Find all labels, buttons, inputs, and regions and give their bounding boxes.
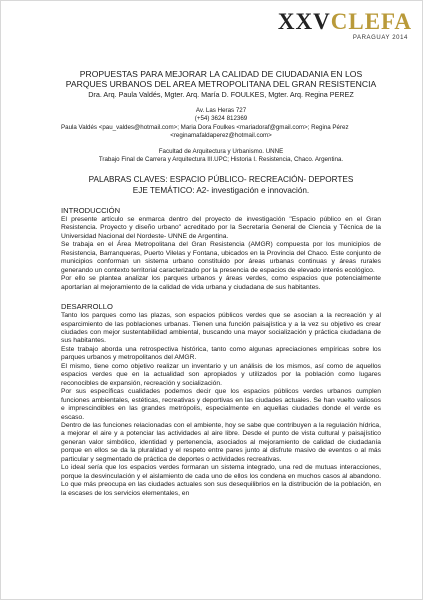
author-emails: Paula Valdés <pau_valdes@hotmail.com>; Maria Dora Foulkes <mariadoraf@gmail.com>; Regina Pérez <reginamafaldaperez@hotmail.com> bbox=[61, 124, 349, 139]
logo-wordmark: XXVCLEFA bbox=[277, 9, 412, 34]
paper-content bbox=[61, 69, 381, 498]
intro-heading: INTRODUCCIÓN bbox=[61, 206, 121, 215]
development-paragraph: Lo ideal sería que los espacios verdes formaran un sistema integrado, una red de mutuas interacciones, porque la desvinculación y el aislamiento de cada uno de ellos los condena en muchos casos al abandono. Lo que más preocupa en las ciudades actuales son sus desequilibrios en la distribución de la población, en la escases de los servicios elementales, en bbox=[61, 464, 381, 497]
paper-title: PROPUESTAS PARA MEJORAR LA CALIDAD DE CIUDADANIA EN LOS PARQUES URBANOS DEL AREA METROPOLITANA DEL GRAN RESISTENCIA bbox=[65, 69, 377, 89]
logo-subtitle: PARAGUAY 2014 bbox=[352, 35, 408, 41]
intro-paragraph: Se trabaja en el Área Metropolitana del Gran Resistencia (AMGR) compuesta por los municipios de Resistencia, Barranqueras, Puerto Vilelas y Fontana, ubicados en la Provincia del Chaco. Este conjunto de municipios conforman un sistema urbano constituido por áreas urbanas continuas y áreas rurales generando un contexto territorial caracterizado por la presencia de espacios de elevado interés ecológico. bbox=[61, 241, 381, 274]
author-address: Av. Las Heras 727 (+54) 3624 812369 bbox=[194, 107, 248, 122]
development-paragraph: Tanto los parques como las plazas, son espacios públicos verdes que se asocian a la recreación y al esparcimiento de las poblaciones urbanas. Tienen una función paisajística y a la vez su objetivo es crear ciudades con mejor sustentabilidad ambiental, buscando una mayor socialización y práctica ciudadana de sus habitantes. bbox=[61, 312, 381, 345]
development-paragraph: Dentro de las funciones relacionadas con el ambiente, hoy se sabe que contribuyen a la regulación hídrica, a mejorar el aire y a potenciar las actividades al aire libre. Desde el punto de vista cultural y paisajístico generan valor simbólico, identidad y pertenencia, asociados al mejoramiento de calidad de ciudadanía porque en ellos se da la pluralidad y el respeto entre pares junto al disfrute masivo de eventos o al más particular y segmentado de práctica de deportes o actividades recreativas. bbox=[61, 421, 381, 463]
development-paragraph: El mismo, tiene como objetivo realizar un inventario y un análisis de los mismos, así como de aquellos espacios verdes que en la actualidad son apropiados y utilizados por la población como lugares reconocibles de expansión, recreación y socialización. bbox=[61, 362, 381, 387]
development-heading: DESARROLLO bbox=[61, 302, 113, 312]
paper-authors: Dra. Arq. Paula Valdés, Mgter. Arq. María D. FOULKES, Mgter. Arq. Regina PEREZ bbox=[88, 90, 354, 99]
development-paragraph: Este trabajo aborda una retrospectiva histórica, tanto como algunas apreciaciones empíricas sobre los parques urbanos y metropolitanos del AMGR. bbox=[61, 345, 381, 362]
intro-paragraph: Por ello se plantea analizar los parques urbanos y áreas verdes, como espacios que potencialmente aportarían al mejoramiento de la calidad de vida urbana y ciudadana de sus habitantes. bbox=[61, 275, 381, 291]
keywords: PALABRAS CLAVES: ESPACIO PÚBLICO- RECREACIÓN- DEPORTES EJE TEMÁTICO: A2- investigación e innovación. bbox=[88, 175, 354, 195]
conference-logo bbox=[277, 7, 414, 47]
affiliation: Facultad de Arquitectura y Urbanismo. UNNE Trabajo Final de Carrera y Arquitectura III.UPC; Historia I. Resistencia, Chaco. Argentina. bbox=[98, 148, 344, 163]
intro-paragraph: El presente artículo se enmarca dentro del proyecto de investigación "Espacio público en el Gran Resistencia. Proyecto y diseño urbano" acreditado por la Secretaría General de Ciencia y Técnica de la Universidad Nacional del Nordeste- UNNE de Argentina. bbox=[61, 216, 381, 240]
development-paragraph: Por sus específicas cualidades podemos decir que los espacios públicos verdes urbanos cumplen funciones ambientales, estéticas, recreativas y deportivas en las ciudades actuales. Se han vuelto valiosos e imprescindibles en las grandes metrópolis, especialmente en aquellas ciudades donde el verde es escaso. bbox=[61, 388, 381, 421]
